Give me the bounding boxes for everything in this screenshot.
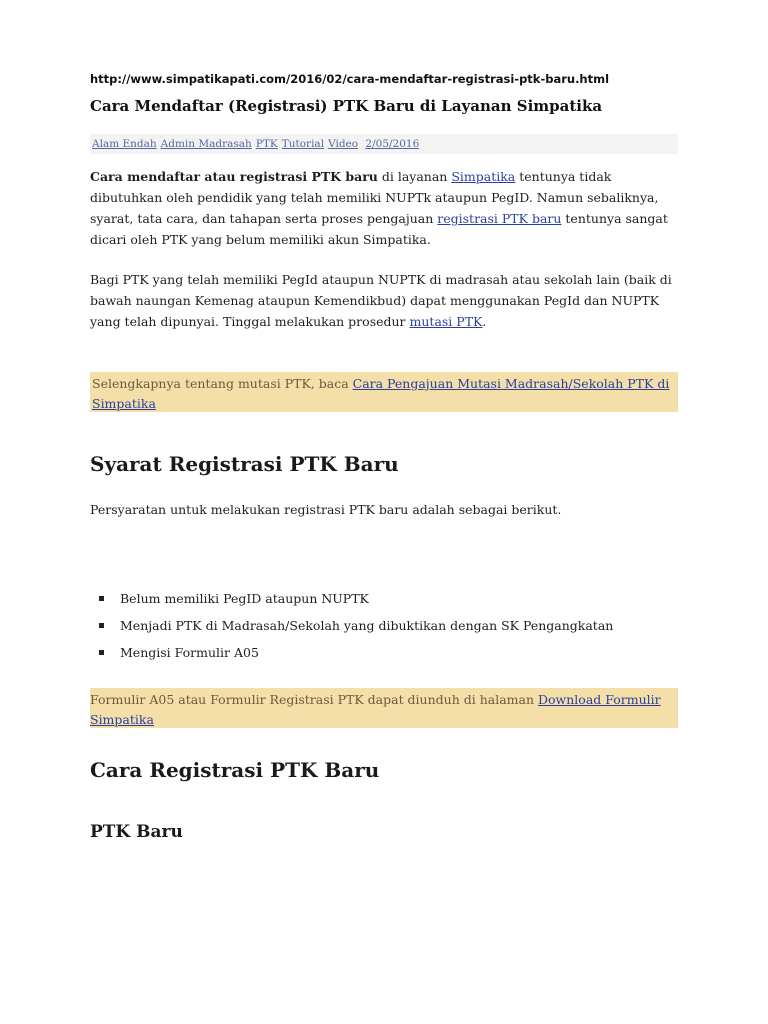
- mutasi-note-box: [90, 372, 678, 412]
- requirements-list: [90, 588, 613, 669]
- text-span: di layanan: [377, 169, 452, 184]
- text-span: .: [482, 314, 487, 329]
- list-item: [90, 615, 613, 642]
- requirements-intro: Persyaratan untuk melakukan registrasi PTK baru adalah sebagai berikut.: [90, 502, 562, 517]
- section-heading-cara: Cara Registrasi PTK Baru: [90, 758, 380, 782]
- list-item: [90, 642, 613, 669]
- simpatika-link[interactable]: Simpatika: [451, 169, 516, 184]
- bold-lead: Cara mendaftar atau registrasi PTK baru: [90, 169, 378, 184]
- square-bullet-icon: [99, 623, 104, 628]
- list-item-text: Menjadi PTK di Madrasah/Sekolah yang dibuktikan dengan SK Pengangkatan: [120, 618, 614, 633]
- text-span: tentunya tidak dibutuhkan oleh pendidik yang telah memiliki NUPTk ataupun PegID. Namun sebaliknya, syarat, tata cara, dan tahapan serta proses pengajuan: [90, 169, 659, 226]
- article-title: Cara Mendaftar (Registrasi) PTK Baru di Layanan Simpatika: [90, 97, 603, 115]
- formulir-note-box: [90, 688, 678, 728]
- mutasi-ptk-link[interactable]: mutasi PTK: [409, 314, 483, 329]
- label-link[interactable]: PTK: [255, 138, 278, 150]
- label-link[interactable]: Alam Endah: [92, 138, 157, 150]
- post-date-link[interactable]: 2/05/2016: [365, 138, 420, 150]
- list-item: [90, 588, 613, 615]
- label-link[interactable]: Video: [328, 138, 359, 150]
- label-link[interactable]: Admin Madrasah: [160, 138, 252, 150]
- text-span: Bagi PTK yang telah memiliki PegId ataupun NUPTK di madrasah atau sekolah lain (baik di bawah naungan Kemenag ataupun Kemendikbud) dapat menggunakan PegId dan NUPTK yang telah dipunyai. Tinggal melakukan prosedur: [90, 272, 672, 329]
- square-bullet-icon: [99, 596, 104, 601]
- section-heading-syarat: Syarat Registrasi PTK Baru: [90, 452, 399, 476]
- mutasi-paragraph: [90, 269, 678, 332]
- label-link[interactable]: Tutorial: [281, 138, 325, 150]
- subsection-heading-ptk-baru: PTK Baru: [90, 822, 183, 842]
- download-formulir-link[interactable]: Download Formulir Simpatika: [90, 692, 661, 727]
- note-text: Selengkapnya tentang mutasi PTK, baca: [92, 376, 353, 391]
- source-url: http://www.simpatikapati.com/2016/02/cara-mendaftar-registrasi-ptk-baru.html: [90, 72, 610, 86]
- registrasi-ptk-baru-link[interactable]: registrasi PTK baru: [437, 211, 562, 226]
- list-item-text: Mengisi Formulir A05: [120, 645, 259, 660]
- text-span: tentunya sangat dicari oleh PTK yang belum memiliki akun Simpatika.: [90, 211, 668, 247]
- note-text: Formulir A05 atau Formulir Registrasi PTK dapat diunduh di halaman: [90, 692, 538, 707]
- square-bullet-icon: [99, 650, 104, 655]
- intro-paragraph: [90, 166, 678, 250]
- post-meta-bar: [90, 134, 678, 154]
- list-item-text: Belum memiliki PegID ataupun NUPTK: [120, 591, 369, 606]
- mutasi-guide-link[interactable]: Cara Pengajuan Mutasi Madrasah/Sekolah PTK di Simpatika: [92, 376, 670, 411]
